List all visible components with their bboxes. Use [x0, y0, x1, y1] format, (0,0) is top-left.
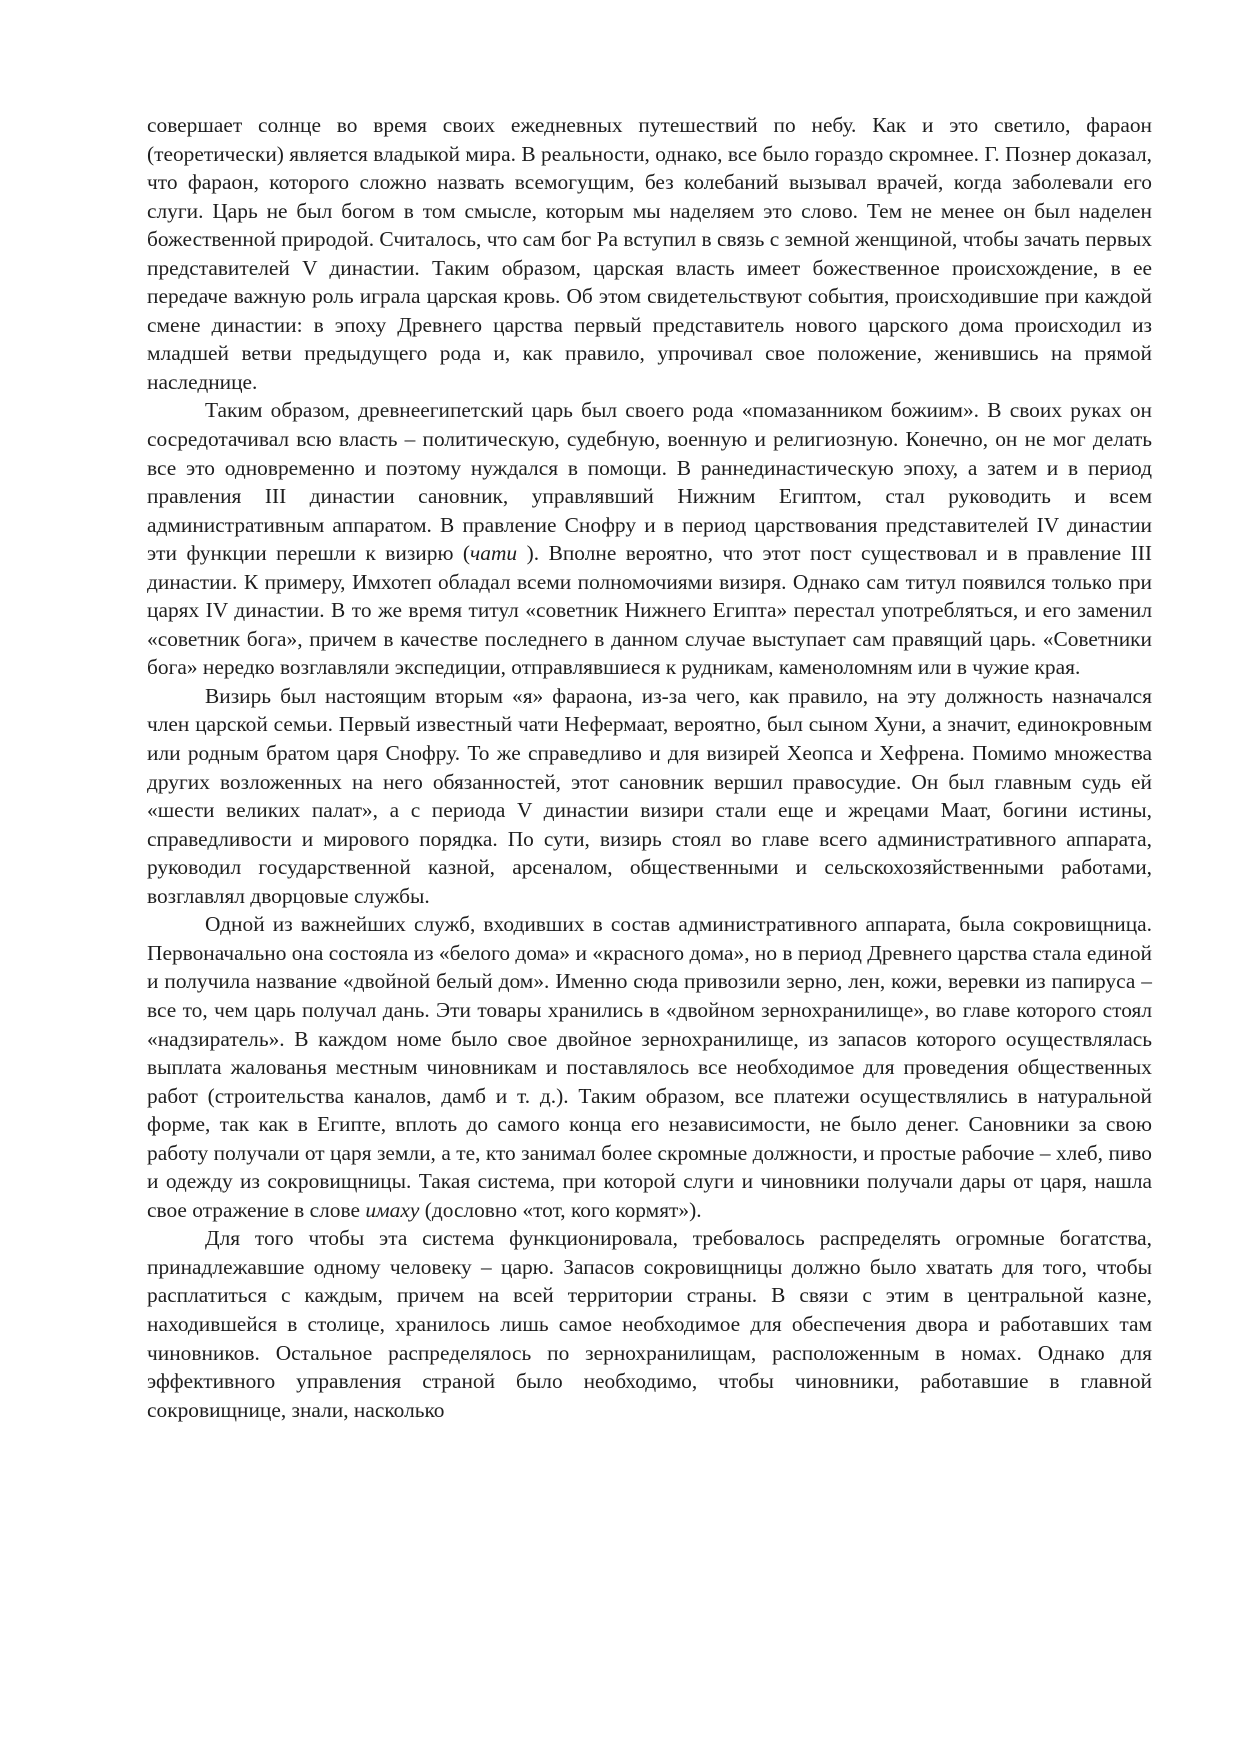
paragraph-text: совершает солнце во время своих ежедневных путешествий по небу. Как и это светило, фараон (теоретически) является владыкой мира. В реальности, однако, все было гораздо скромнее. Г. Познер доказал, что фараон, которого сложно назвать всемогущим, без колебаний вызывал врачей, когда заболевали его слуги. Царь не был богом в том смысле, которым мы наделяем это слово. Тем не менее он был наделен божественной природой. Считалось, что сам бог Ра вступил в связь с земной женщиной, чтобы зачать первых представителей V династии. Таким образом, царская власть имеет божественное происхождение, в ее передаче важную роль играла царская кровь. Об этом свидетельствуют события, происходившие при каждой смене династии: в эпоху Древнего царства первый представитель нового царского дома происходил из младшей ветви предыдущего рода и, как правило, упрочивал свое положение, женившись на прямой наследнице. — [147, 113, 1152, 394]
paragraph-text: Таким образом, древнеегипетский царь был своего рода «помазанником божиим». В своих руках он сосредотачивал всю власть – политическую, судебную, военную и религиозную. Конечно, он не мог делать все это одновременно и поэтому нуждался в помощи. В раннединастическую эпоху, а затем и в период правления III династии сановник, управлявший Нижним Египтом, стал руководить и всем административным аппаратом. В правление Снофру и в период царствования представителей IV династии эти функции перешли к визирю ( — [147, 398, 1152, 566]
paragraph — [147, 682, 1152, 910]
italic-term: имаху — [365, 1197, 420, 1222]
paragraph-text: Одной из важнейших служб, входивших в состав административного аппарата, была сокровищница. Первоначально она состояла из «белого дома» и «красного дома», но в период Древнего царства стала единой и получила название «двойной белый дом». Именно сюда привозили зерно, лен, кожи, веревки из папируса – все то, чем царь получал дань. Эти товары хранились в «двойном зернохранилище», во главе которого стоял «надзиратель». В каждом номе было свое двойное зернохранилище, из запасов которого осуществлялась выплата жалованья местным чиновникам и поставлялось все необходимое для проведения общественных работ (строительства каналов, дамб и т. д.). Таким образом, все платежи осуществлялись в натуральной форме, так как в Египте, вплоть до самого конца его независимости, не было денег. Сановники за свою работу получали от царя земли, а те, кто занимал более скромные должности, и простые рабочие – хлеб, пиво и одежду из сокровищницы. Такая система, при которой слуги и чиновники получали дары от царя, нашла свое отражение в слове — [147, 912, 1152, 1222]
paragraph — [147, 1224, 1152, 1424]
paragraph-text: Для того чтобы эта система функционировала, требовалось распределять огромные богатства, принадлежавшие одному человеку – царю. Запасов сокровищницы должно было хватать для того, чтобы расплатиться с каждым, причем на всей территории страны. В связи с этим в центральной казне, находившейся в столице, хранилось лишь самое необходимое для обеспечения двора и работавших там чиновников. Остальное распределялось по зернохранилищам, расположенным в номах. Однако для эффективного управления страной было необходимо, чтобы чиновники, работавшие в главной сокровищнице, знали, насколько — [147, 1226, 1152, 1422]
italic-term: чати — [470, 541, 518, 566]
paragraph — [147, 111, 1152, 396]
paragraph — [147, 910, 1152, 1224]
paragraph — [147, 396, 1152, 681]
document-page — [147, 111, 1152, 1424]
paragraph-text: ). Вполне вероятно, что этот пост существовал и в правление III династии. К примеру, Имхотеп обладал всеми полномочиями визиря. Однако сам титул появился только при царях IV династии. В то же время титул «советник Нижнего Египта» перестал употребляться, и его заменил «советник бога», причем в качестве последнего в данном случае выступает сам правящий царь. «Советники бога» нередко возглавляли экспедиции, отправлявшиеся к рудникам, каменоломням или в чужие края. — [147, 541, 1152, 680]
paragraph-text: (дословно «тот, кого кормят»). — [419, 1197, 702, 1222]
paragraph-text: Визирь был настоящим вторым «я» фараона, из-за чего, как правило, на эту должность назначался член царской семьи. Первый известный чати Нефермаат, вероятно, был сыном Хуни, а значит, единокровным или родным братом царя Снофру. То же справедливо и для визирей Хеопса и Хефрена. Помимо множества других возложенных на него обязанностей, этот сановник вершил правосудие. Он был главным судь ей «шести великих палат», а с периода V династии визири стали еще и жрецами Маат, богини истины, справедливости и мирового порядка. По сути, визирь стоял во главе всего административного аппарата, руководил государственной казной, арсеналом, общественными и сельскохозяйственными работами, возглавлял дворцовые службы. — [147, 683, 1152, 908]
